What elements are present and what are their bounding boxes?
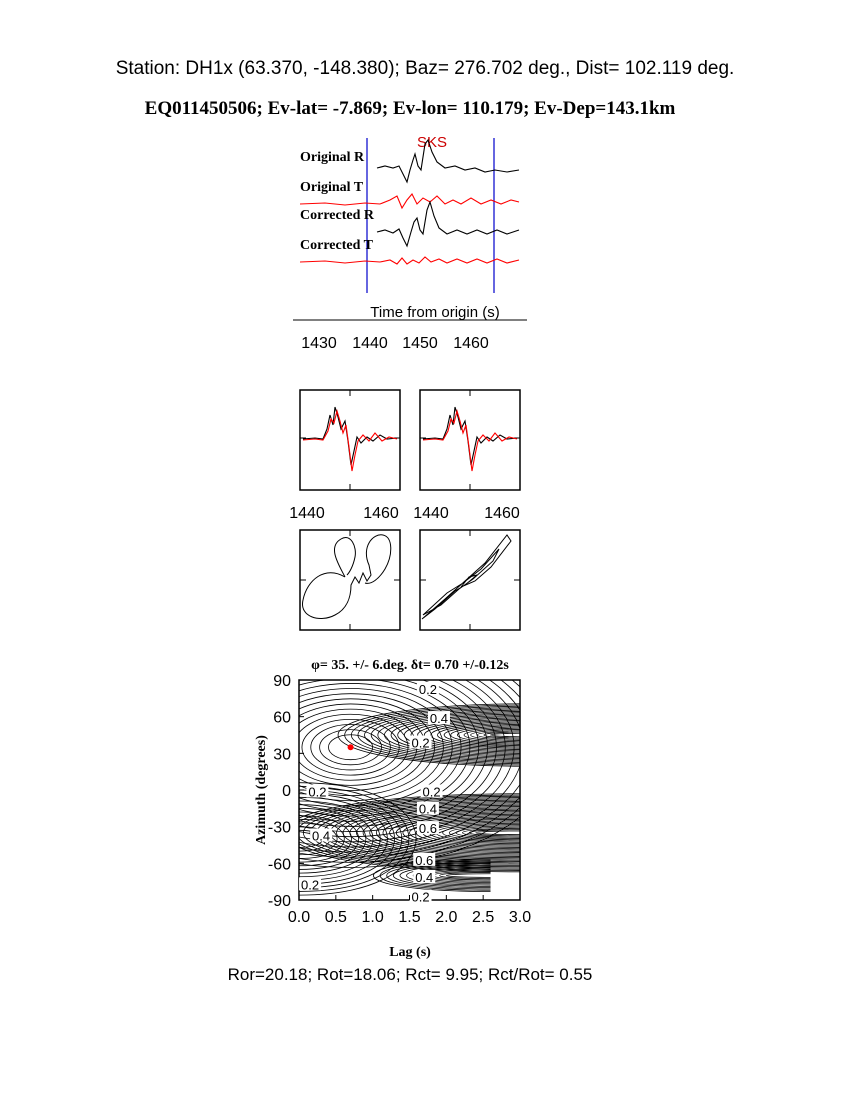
trace-corrected-t: [300, 257, 519, 264]
contour-ytick: 30: [273, 746, 291, 764]
traces-xtick: 1430: [301, 335, 337, 352]
traces-xtick: 1440: [352, 335, 388, 352]
contour-value-label: 0.2: [411, 889, 430, 905]
contour-title: φ= 35. +/- 6.deg. δt= 0.70 +/-0.12s: [311, 658, 509, 673]
contour-value-label: 0.2: [308, 784, 327, 800]
ratio-footer: Ror=20.18; Rot=18.06; Rct= 9.95; Rct/Rot= 0.55: [227, 965, 593, 984]
contour-xlabel: Lag (s): [389, 945, 431, 960]
contour-value-label: 0.2: [411, 735, 430, 751]
traces-xtick: 1460: [453, 335, 489, 352]
contour-value-label: 0.4: [418, 801, 437, 817]
trace-corrected-r: [377, 202, 519, 246]
contour-ylabel: Azimuth (degrees): [254, 735, 269, 845]
trace-label-corrected-r: Corrected R: [300, 208, 374, 223]
contour-panel: [250, 652, 550, 962]
waveform-overlay-left: [300, 390, 400, 490]
contour-xtick: 2.0: [435, 909, 458, 926]
trace-label-original-t: Original T: [300, 180, 364, 195]
waveform-overlay-right: [420, 390, 520, 490]
overlay-xtick: 1460: [363, 505, 399, 522]
contour-line: [484, 732, 535, 738]
contour-line: [476, 831, 520, 835]
event-header: EQ011450506; Ev-lat= -7.869; Ev-lon= 110.179; Ev-Dep=143.1km: [144, 98, 676, 119]
sks-phase-label: SKS: [416, 134, 448, 151]
contour-value-label: 0.6: [418, 821, 437, 837]
trace-original-r: [377, 140, 519, 182]
overlay-xtick: 1460: [484, 505, 520, 522]
contour-xtick: 1.0: [361, 909, 384, 926]
contour-ytick: 0: [282, 783, 291, 800]
misfit-contour-lines: [250, 652, 550, 895]
traces-panel: [285, 130, 535, 355]
contour-value-label: 0.2: [418, 681, 437, 697]
contour-ytick: 90: [273, 673, 291, 690]
contour-xtick: 0.0: [287, 909, 311, 926]
contour-value-label: 0.2: [422, 784, 441, 800]
station-header: Station: DH1x (63.370, -148.380); Baz= 276.702 deg., Dist= 102.119 deg.: [115, 58, 735, 79]
contour-ytick: -30: [267, 819, 291, 837]
trace-label-original-r: Original R: [300, 150, 365, 165]
overlay-xtick: 1440: [289, 505, 325, 522]
contour-value-label: 0.2: [301, 877, 320, 893]
contour-value-label: 0.4: [415, 870, 434, 885]
particle-motion-original: [300, 530, 400, 630]
waveform-overlay-panels: [285, 385, 535, 525]
contour-xtick: 0.5: [324, 909, 347, 926]
contour-value-label: 0.4: [312, 828, 331, 844]
contour-xtick: 3.0: [508, 909, 532, 926]
contour-ytick: -90: [267, 893, 291, 910]
contour-xtick: 2.5: [472, 909, 495, 926]
traces-xtick: 1450: [402, 335, 438, 352]
best-fit-marker: [348, 744, 354, 750]
particle-motion-corrected: [420, 530, 520, 630]
particle-motion-panels: [285, 525, 535, 635]
contour-xtick: 1.5: [398, 909, 421, 926]
trace-original-t: [300, 194, 519, 208]
contour-value-label: 0.4: [429, 711, 449, 727]
traces-xlabel: Time from origin (s): [370, 304, 500, 321]
contour-ytick: -60: [267, 856, 291, 874]
contour-value-label: 0.6: [415, 852, 434, 868]
contour-ytick: 60: [273, 709, 291, 727]
overlay-xtick: 1440: [413, 505, 449, 522]
contour-line: [446, 874, 490, 878]
trace-label-corrected-t: Corrected T: [300, 238, 373, 253]
